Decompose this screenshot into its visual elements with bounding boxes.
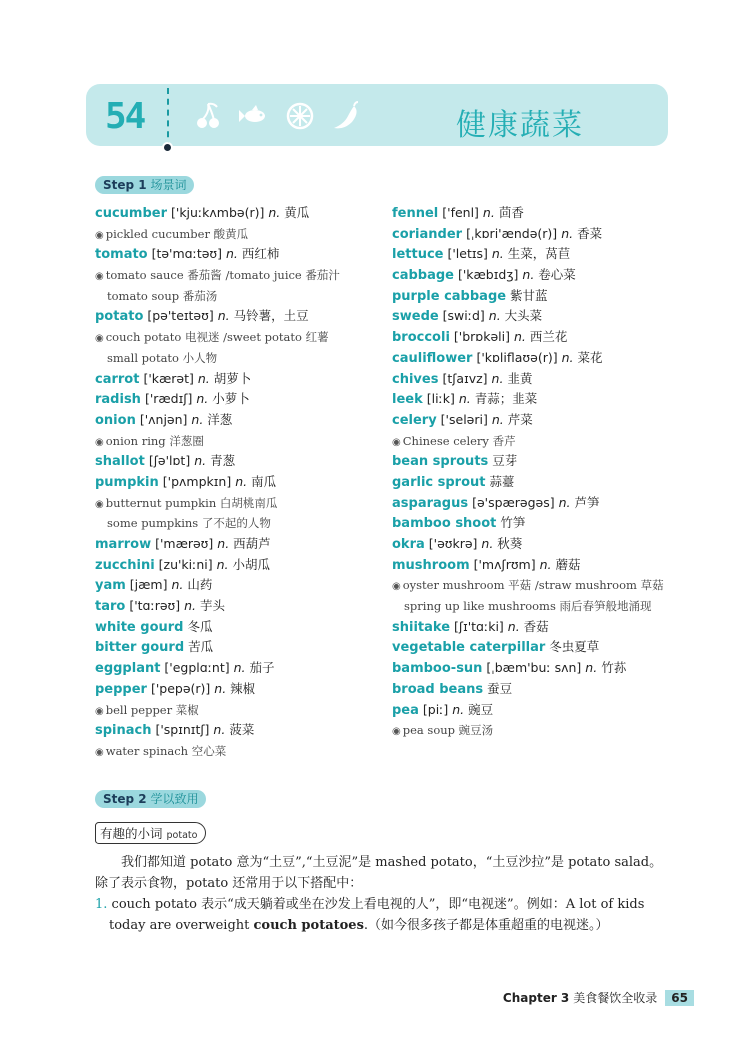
translation: 胡萝卜 [213, 370, 252, 386]
vocab-word: pumpkin [95, 474, 159, 490]
vocab-entry [392, 369, 664, 390]
vocab-entry [392, 555, 664, 576]
vocab-word: chives [392, 371, 439, 387]
phrase-text: oyster mushroom 平菇 /straw mushroom 草菇 [402, 578, 664, 593]
translation: 竹笋 [500, 515, 526, 531]
bullet-icon: ◉ [95, 436, 104, 448]
phonetic: ['seləri] [440, 411, 488, 427]
phrase-continuation [95, 348, 340, 369]
bullet-icon: ◉ [95, 498, 104, 510]
part-of-speech: n. [491, 246, 504, 262]
translation: 马铃薯，土豆 [233, 308, 309, 324]
part-of-speech: n. [226, 246, 238, 262]
vocab-entry [392, 451, 664, 472]
translation: 香菇 [523, 618, 549, 634]
part-of-speech: n. [482, 205, 495, 220]
vocab-word: yam [95, 578, 126, 594]
part-of-speech: n. [488, 308, 501, 324]
translation: 南瓜 [251, 473, 277, 489]
translation: 卷心菜 [538, 267, 576, 283]
part-of-speech: n. [481, 536, 494, 551]
vocab-entry [392, 327, 664, 348]
vocab-word: asparagus [392, 495, 469, 511]
translation: 芦笋 [574, 494, 600, 510]
phrase [95, 327, 340, 348]
list-item-text-2c: .（如今很多孩子都是体重超重的电视迷。） [363, 918, 609, 933]
part-of-speech: n. [197, 370, 210, 386]
vocab-entry [392, 534, 664, 555]
translation: 大头菜 [504, 308, 543, 324]
vocab-word: bamboo-sun [392, 661, 483, 677]
translation: 秋葵 [497, 536, 523, 551]
phrase-continuation [95, 286, 340, 307]
translation: 蒜薹 [489, 473, 515, 489]
vocab-word: cauliflower [392, 350, 473, 366]
phonetic: [zu'kiːni] [158, 556, 213, 572]
phonetic: ['letɪs] [447, 246, 488, 262]
part-of-speech: n. [233, 660, 246, 676]
phrase-text: pea soup 豌豆汤 [402, 723, 494, 738]
vocab-entry [392, 410, 664, 431]
cherry-icon [192, 100, 224, 132]
vocab-entry [392, 679, 664, 700]
part-of-speech: n. [184, 598, 197, 614]
bullet-icon: ◉ [95, 333, 104, 345]
vocab-word: bean sprouts [392, 454, 489, 470]
bullet-icon: ◉ [392, 436, 401, 448]
vocab-entry [392, 348, 664, 369]
phrase [95, 224, 340, 245]
footer-title: 美食餐饮全收录 [573, 991, 658, 1005]
vocab-entry [392, 658, 664, 679]
paragraph-line-1: 我们都知道 potato 意为“土豆”,“土豆泥”是 mashed potato，“土豆沙拉”是 potato salad。 [121, 855, 663, 870]
vocab-entry [392, 224, 664, 245]
phonetic: ['mærəʊ] [155, 536, 214, 551]
bullet-icon: ◉ [95, 746, 104, 758]
translation: 黄瓜 [284, 205, 310, 220]
phonetic: [ʃɪ'tɑːki] [454, 618, 504, 634]
vocab-entry [392, 203, 664, 224]
vocab-entry [95, 637, 340, 658]
vocab-entry [95, 720, 340, 741]
vocab-word: taro [95, 599, 126, 615]
phrase-continuation [95, 513, 340, 534]
phrase-text: onion ring 洋葱圈 [105, 433, 204, 448]
fish-icon [238, 100, 270, 132]
part-of-speech: n. [235, 473, 248, 489]
phonetic: ['egplɑːnt] [164, 660, 230, 676]
part-of-speech: n. [513, 329, 526, 345]
vocab-entry [95, 658, 340, 679]
step1-badge [95, 176, 194, 194]
vocab-word: broad beans [392, 681, 484, 697]
translation: 青葱 [210, 453, 236, 469]
phonetic: [tə'mɑːtəʊ] [151, 246, 223, 262]
divider-dot [162, 142, 173, 153]
bullet-icon: ◉ [95, 229, 104, 241]
phrase [392, 720, 664, 741]
phrase-text: couch potato 电视迷 /sweet potato 红薯 [105, 330, 329, 345]
vocab-word: mushroom [392, 557, 470, 573]
translation: 韭黄 [507, 370, 533, 386]
phonetic: ['pepə(r)] [150, 680, 211, 696]
vocab-entry [392, 513, 664, 534]
vocab-entry [392, 244, 664, 265]
vocab-word: celery [392, 412, 437, 428]
list-item-number: 1. [95, 897, 108, 912]
bullet-icon: ◉ [392, 581, 401, 593]
vocab-word: pepper [95, 681, 147, 697]
part-of-speech: n. [191, 411, 204, 427]
translation: 青蒜；韭菜 [474, 391, 538, 407]
vocab-word: lettuce [392, 247, 444, 263]
phrase [95, 431, 340, 452]
phrase [95, 700, 340, 721]
vocab-entry [392, 389, 664, 410]
phonetic: ['əʊkrə] [428, 536, 478, 551]
phrase-text: small potato 小人物 [107, 350, 218, 365]
phonetic: [pə'teɪtəʊ] [147, 308, 214, 324]
vocab-entry [95, 244, 340, 265]
vocab-word: radish [95, 392, 141, 408]
part-of-speech: n. [507, 618, 520, 634]
part-of-speech: n. [196, 391, 209, 407]
phrase-text: some pumpkins 了不起的人物 [107, 516, 271, 531]
part-of-speech: n. [171, 577, 184, 593]
phonetic: [ʃə'lɒt] [148, 453, 191, 469]
phrase-text: pickled cucumber 酸黄瓜 [105, 226, 249, 241]
phrase-text: tomato soup 番茄汤 [107, 288, 218, 303]
phrase [95, 493, 340, 514]
paragraph-line-2: 除了表示食物，potato 还常用于以下搭配中： [95, 876, 363, 891]
part-of-speech: n. [194, 453, 207, 469]
phonetic: ['kærət] [143, 370, 194, 386]
translation: 冬瓜 [187, 618, 213, 634]
phonetic: [swiːd] [442, 308, 485, 324]
phonetic: ['kjuːkʌmbə(r)] [171, 205, 265, 220]
phonetic: [ˌkɒri'ændə(r)] [466, 225, 558, 241]
part-of-speech: n. [561, 225, 574, 241]
translation: 芹菜 [507, 411, 533, 427]
phrase-text: butternut pumpkin 白胡桃南瓜 [105, 495, 278, 510]
vocab-entry [95, 575, 340, 596]
part-of-speech: n. [522, 267, 535, 283]
fun-word: potato [166, 830, 198, 841]
translation: 茄子 [249, 660, 275, 676]
translation: 山药 [187, 577, 213, 593]
vocab-entry [392, 306, 664, 327]
vocab-word: garlic sprout [392, 474, 486, 490]
vocab-entry [95, 389, 340, 410]
phonetic: [tʃaɪvz] [442, 370, 488, 386]
vocab-word: swede [392, 309, 439, 325]
translation: 蘑菇 [555, 556, 581, 572]
part-of-speech: n. [585, 660, 598, 676]
part-of-speech: n. [217, 536, 230, 551]
vocab-entry [95, 679, 340, 700]
banner-divider [167, 88, 169, 148]
vocab-entry [392, 265, 664, 286]
part-of-speech: n. [458, 391, 471, 407]
page-footer [503, 989, 694, 1006]
phrase-text: spring up like mushrooms 雨后春笋般地涌现 [404, 599, 652, 614]
vocab-word: cucumber [95, 206, 168, 221]
translation: 紫甘蓝 [510, 287, 548, 303]
phonetic: ['rædɪʃ] [144, 391, 193, 407]
vocab-word: zucchini [95, 557, 155, 573]
phonetic: ['ʌnjən] [139, 411, 188, 427]
vocab-word: shallot [95, 454, 145, 470]
vocab-word: bitter gourd [95, 640, 185, 656]
translation: 香菜 [577, 225, 603, 241]
translation: 辣椒 [230, 680, 256, 696]
vocab-entry [95, 410, 340, 431]
vocab-entry [95, 534, 340, 555]
citrus-slice-icon [284, 100, 316, 132]
vocab-column-left [95, 203, 340, 762]
translation: 生菜，莴苣 [507, 246, 571, 262]
phonetic: [ˌbæm'buː sʌn] [486, 660, 582, 676]
vocab-entry [392, 493, 664, 514]
chili-icon [330, 100, 362, 132]
phonetic: [jæm] [129, 577, 168, 593]
list-item-text-1: couch potato 表示“成天躺着或坐在沙发上看电视的人”，即“电视迷”。例如：A lot of kids [111, 897, 645, 912]
step2-title: 学以致用 [150, 792, 199, 806]
vocab-entry [95, 203, 340, 224]
phonetic: ['mʌʃrʊm] [473, 556, 536, 572]
phonetic: ['kæbɪdʒ] [457, 267, 519, 283]
translation: 西红柿 [241, 246, 280, 262]
vocab-column-right [392, 203, 664, 741]
vocab-word: onion [95, 412, 136, 428]
translation: 西兰花 [529, 329, 568, 345]
vocab-word: potato [95, 309, 144, 325]
vocab-entry [392, 286, 664, 307]
list-item-1 [95, 894, 644, 915]
phrase-text: bell pepper 菜椒 [105, 702, 199, 717]
step1-title: 场景词 [150, 178, 187, 192]
phrase-text: tomato sauce 番茄酱 /tomato juice 番茄汁 [105, 268, 340, 283]
vocab-word: leek [392, 392, 423, 408]
step2-badge [95, 790, 206, 808]
translation: 豆芽 [492, 453, 518, 469]
list-item-bold: couch potatoes [253, 918, 364, 933]
vocab-word: tomato [95, 247, 148, 263]
vocab-word: marrow [95, 537, 152, 552]
phonetic: ['pʌmpkɪn] [162, 473, 232, 489]
translation: 竹荪 [601, 660, 627, 676]
list-item-text-2a: today are overweight [109, 918, 254, 933]
vocab-word: vegetable caterpillar [392, 640, 546, 656]
translation: 菜花 [577, 349, 603, 365]
vocab-entry [95, 451, 340, 472]
phonetic: ['brɒkəli] [453, 329, 510, 345]
vocab-entry [95, 617, 340, 638]
vocab-entry [392, 472, 664, 493]
part-of-speech: n. [213, 722, 226, 738]
phrase-text: water spinach 空心菜 [105, 743, 227, 758]
part-of-speech: n. [214, 680, 227, 696]
translation: 小萝卜 [212, 391, 250, 407]
bullet-icon: ◉ [95, 705, 104, 717]
vocab-word: bamboo shoot [392, 516, 497, 532]
phonetic: ['tɑːrəʊ] [129, 598, 181, 614]
vocab-word: carrot [95, 371, 140, 387]
vocab-entry [95, 555, 340, 576]
phonetic: ['spɪnɪtʃ] [155, 722, 210, 738]
step1-number: Step 1 [103, 178, 147, 192]
page-number: 65 [665, 990, 694, 1006]
vocab-word: broccoli [392, 330, 450, 346]
phonetic: [ə'spærəgəs] [472, 494, 555, 510]
footer-chapter: Chapter 3 [502, 990, 570, 1005]
phrase [95, 265, 340, 286]
part-of-speech: n. [268, 205, 281, 220]
vocab-word: coriander [392, 226, 463, 242]
vocab-entry [392, 637, 664, 658]
vocab-entry [95, 306, 340, 327]
vocab-word: purple cabbage [392, 288, 507, 304]
fun-word-heading [95, 822, 206, 844]
translation: 小胡瓜 [232, 556, 271, 572]
step2-number: Step 2 [103, 792, 147, 806]
bullet-icon: ◉ [392, 726, 401, 738]
part-of-speech: n. [216, 556, 229, 572]
bullet-icon: ◉ [95, 271, 104, 283]
vocab-word: fennel [392, 206, 439, 221]
vocab-entry [392, 617, 664, 638]
part-of-speech: n. [452, 701, 465, 717]
list-item-1-cont [109, 915, 609, 936]
unit-number: 54 [105, 96, 145, 137]
translation: 蚕豆 [487, 680, 513, 696]
phonetic: ['fenl] [442, 205, 479, 220]
vocab-entry [95, 369, 340, 390]
phrase [392, 575, 664, 596]
unit-title: 健康蔬菜 [456, 108, 584, 143]
part-of-speech: n. [491, 411, 504, 427]
vocab-entry [95, 472, 340, 493]
part-of-speech: n. [558, 494, 571, 510]
vocab-word: pea [392, 702, 419, 718]
food-icons [192, 100, 362, 132]
part-of-speech: n. [217, 308, 230, 324]
vocab-entry [95, 596, 340, 617]
vocab-word: spinach [95, 723, 152, 739]
phonetic: ['kɒliflaʊə(r)] [476, 349, 558, 365]
translation: 菠菜 [229, 722, 255, 738]
translation: 芋头 [200, 598, 226, 614]
part-of-speech: n. [539, 556, 552, 572]
translation: 西葫芦 [233, 536, 271, 551]
part-of-speech: n. [561, 349, 574, 365]
vocab-entry [392, 700, 664, 721]
vocab-word: okra [392, 537, 425, 552]
phrase [392, 431, 664, 452]
phrase [95, 741, 340, 762]
phrase-text: Chinese celery 香芹 [402, 433, 516, 448]
fun-word-title: 有趣的小词 [100, 826, 163, 841]
part-of-speech: n. [491, 370, 504, 386]
phonetic: [liːk] [426, 391, 455, 407]
vocab-word: eggplant [95, 661, 161, 677]
vocab-word: cabbage [392, 268, 454, 284]
translation: 豌豆 [468, 701, 494, 717]
phrase-continuation [392, 596, 664, 617]
vocab-word: white gourd [95, 619, 184, 635]
vocab-word: shiitake [392, 619, 451, 635]
phonetic: [piː] [422, 701, 449, 717]
translation: 冬虫夏草 [549, 639, 600, 655]
translation: 洋葱 [207, 411, 233, 427]
translation: 苦瓜 [188, 639, 214, 655]
translation: 茴香 [498, 205, 524, 220]
